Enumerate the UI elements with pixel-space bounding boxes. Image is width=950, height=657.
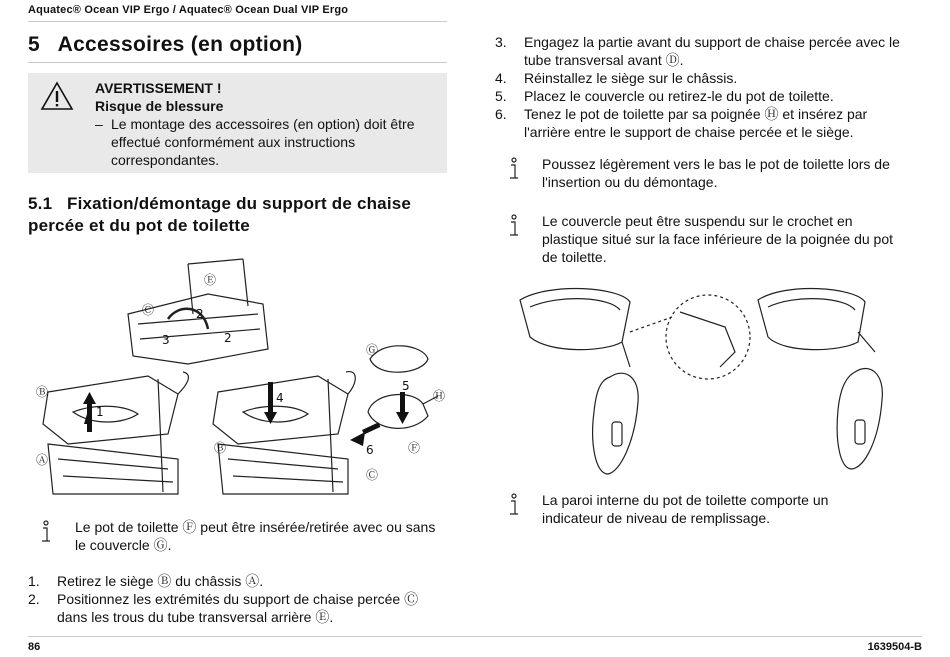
page-number: 86 (28, 641, 41, 653)
step-number: 1. (28, 573, 40, 589)
label-c-top: Ⓒ (142, 303, 155, 317)
info-icon (508, 214, 520, 242)
step-number: 5. (495, 88, 507, 104)
step-text: Réinstallez le siège sur le châssis. (524, 70, 738, 86)
number-2b: 2 (224, 331, 232, 345)
toilet-pot-figure (510, 282, 910, 480)
label-e: Ⓔ (204, 273, 217, 287)
note-left (40, 518, 440, 558)
section-title: 5.1 Fixation/démontage du support de chaise percée et du pot de toilette (28, 194, 417, 235)
step-text: Placez le couvercle ou retirez-le du pot de toilette. (524, 88, 834, 104)
step-item (495, 69, 915, 87)
step-item (495, 87, 915, 105)
note-right-1 (508, 155, 908, 195)
info-icon (508, 493, 520, 521)
warning-dash: – (95, 116, 103, 132)
number-1: 1 (96, 405, 104, 419)
warning-body: Le montage des accessoires (en option) doit être effectué conformément aux instructions correspondantes. (111, 116, 415, 168)
step-item (28, 590, 442, 626)
label-b-left: Ⓑ (36, 385, 49, 399)
warning-subtitle: Risque de blessure (95, 98, 224, 114)
number-2a: 2 (196, 307, 204, 321)
label-g: Ⓖ (366, 343, 379, 357)
steps-left (28, 572, 442, 626)
number-3: 3 (162, 333, 170, 347)
chapter-rule (28, 62, 447, 63)
warning-triangle-icon (40, 81, 74, 116)
warning-box (28, 73, 447, 173)
note-right-3 (508, 491, 908, 531)
label-b-mid: Ⓑ (214, 441, 227, 455)
step-number: 3. (495, 34, 507, 50)
warning-bullet (95, 115, 431, 169)
header-rule (28, 21, 447, 22)
steps-right (495, 33, 915, 141)
step-item (28, 572, 442, 590)
warning-text (95, 79, 431, 169)
info-icon (508, 157, 520, 185)
document-number: 1639504-B (867, 641, 922, 653)
footer-rule (28, 636, 922, 637)
label-a: Ⓐ (36, 453, 49, 467)
commode-assembly-figure (28, 244, 448, 502)
note-right-2 (508, 212, 908, 268)
running-header: Aquatec® Ocean VIP Ergo / Aquatec® Ocean Dual VIP Ergo (28, 4, 349, 16)
step-item (495, 105, 915, 141)
step-text: Retirez le siège Ⓑ du châssis Ⓐ. (57, 573, 264, 589)
warning-title: AVERTISSEMENT ! (95, 80, 222, 96)
step-text: Tenez le pot de toilette par sa poignée Ⓗ et insérez par l'arrière entre le support de chaise percée et le siège. (524, 106, 868, 140)
number-5: 5 (402, 379, 410, 393)
label-c-bottom: Ⓒ (366, 468, 379, 482)
note-right-3-text: La paroi interne du pot de toilette comporte un indicateur de niveau de remplissage. (542, 492, 829, 526)
number-6: 6 (366, 443, 374, 457)
step-number: 6. (495, 106, 507, 122)
step-number: 4. (495, 70, 507, 86)
step-text: Positionnez les extrémités du support de chaise percée Ⓒ dans les trous du tube transversal arrière Ⓔ. (57, 591, 419, 625)
step-number: 2. (28, 591, 40, 607)
step-text: Engagez la partie avant du support de chaise percée avec le tube transversal avant Ⓓ. (524, 34, 900, 68)
note-right-1-text: Poussez légèrement vers le bas le pot de toilette lors de l'insertion ou du démontage. (542, 156, 890, 190)
note-left-text: Le pot de toilette Ⓕ peut être insérée/retirée avec ou sans le couvercle Ⓖ. (75, 519, 436, 553)
label-f: Ⓕ (408, 441, 421, 455)
step-item (495, 33, 915, 69)
info-icon (40, 520, 52, 548)
number-4: 4 (276, 391, 284, 405)
label-h: Ⓗ (433, 389, 446, 403)
note-right-2-text: Le couvercle peut être suspendu sur le crochet en plastique situé sur la face inférieure de la poignée du pot de toilette. (542, 213, 894, 265)
chapter-title: 5 Accessoires (en option) (28, 33, 303, 56)
